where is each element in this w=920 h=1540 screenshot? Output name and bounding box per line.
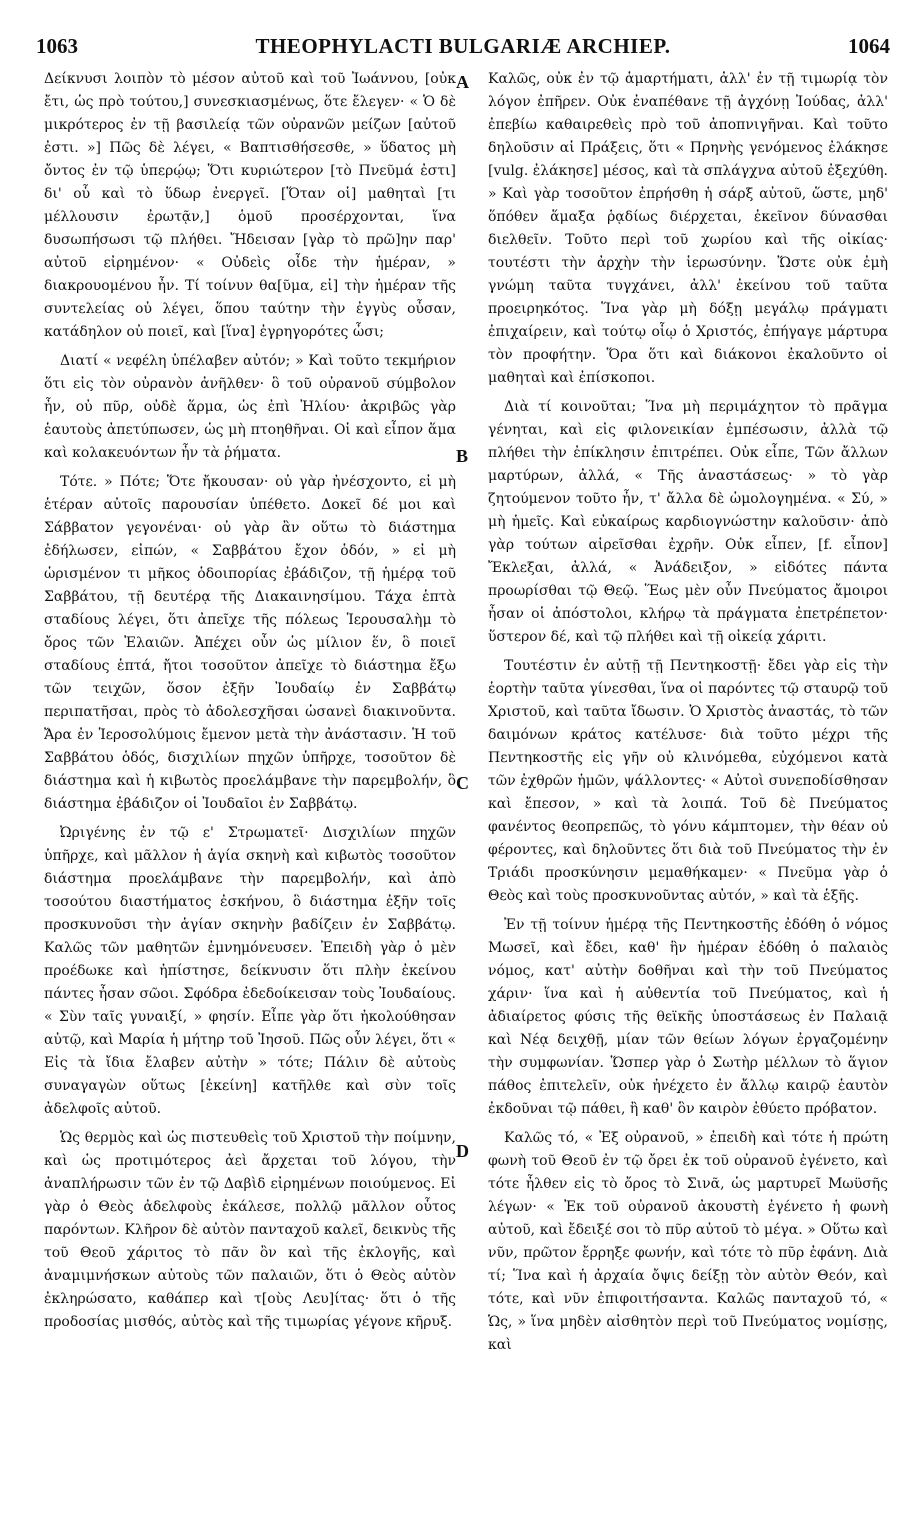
page-number-right: 1064: [848, 34, 890, 58]
left-paragraph-1: Δείκνυσι λοιπὸν τὸ μέσον αὐτοῦ καὶ τοῦ Ἰωάννου, [οὐκ ἔτι, ὡς πρὸ τούτου,] συνεσκιασμένως, ὅτε ἔλεγεν· « Ὁ δὲ μικρότερος ἐν τῇ βασιλείᾳ τῶν οὐρανῶν μείζων [αὐτοῦ ἐστι. »] Πῶς δὲ λέγει, « Βαπτισθήσεσθε, » ὕδατος μὴ ὄντος ἐν τῷ ὑπερῴῳ; Ὅτι κυριώτερον [τὸ Πνεῦμά ἐστι] δι' οὗ καὶ τὸ ὕδωρ ἐνεργεῖ. [Ὅταν οἱ] μαθηταὶ [τι μέλλουσιν ἐρωτᾷν,] ὁμοῦ προσέρχονται, ἵνα δυσωπήσωσι τῷ πλήθει. Ἤδεισαν [γὰρ τὸ πρῶ]ην παρ' αὐτοῦ εἰρημένον· « Οὐδεὶς οἶδε τὴν ἡμέραν, » διακρουομένου ἦν. Τί τοίνυν θα[ῦμα, εἰ] τὴν ἡμέραν τῆς συντελείας οὐ λέγει, ὅπου ταύτην τὴν ἐγγὺς οὖσαν, κατάδηλον οὐ ποιεῖ, καὶ [ἵνα] ἐγρηγορότες ὦσι;: [44, 71, 456, 340]
right-paragraph-4: Ἐν τῇ τοίνυν ἡμέρᾳ τῆς Πεντηκοστῆς ἐδόθη ὁ νόμος Μωσεῖ, καὶ ἔδει, καθ' ἣν ἡμέραν ἐδόθη ὁ παλαιὸς νόμος, κατ' αὐτὴν δοθῆναι καὶ τὴν τοῦ Πνεύματος χάριν· ἵνα καὶ ἡ αὐθεντία τοῦ Πνεύματος, καὶ ἡ ἀδιαίρετος φύσις τῆς θεϊκῆς ὑποστάσεως ἐν Παλαιᾷ καὶ Νέᾳ δειχθῇ, μίαν τῶν θείων λόγων ἐργαζομένην τὴν συμφωνίαν. Ὥσπερ γὰρ ὁ Σωτὴρ μέλλων τὸ ἅγιον πάθος ἐπιτελεῖν, οὐκ ἠνέχετο ἐν ἄλλῳ καιρῷ ἑαυτὸν ἐκδοῦναι τῷ πάθει, ἢ καθ' ὃν καιρὸν ἐθύετο πρόβατον.: [488, 917, 888, 1117]
right-paragraph-5: Καλῶς τό, « Ἐξ οὐρανοῦ, » ἐπειδὴ καὶ τότε ἡ πρώτη φωνὴ τοῦ Θεοῦ ἐν τῷ ὄρει ἐκ τοῦ οὐρανοῦ ἐγένετο, καὶ τότε ἦλθεν εἰς τὸ ὄρος τὸ Σινᾶ, ὡς μαρτυρεῖ Μωϋσῆς λέγων· « Ἐκ τοῦ οὐρανοῦ ἀκουστὴ ἐγένετο ἡ φωνὴ αὐτοῦ, καὶ ἔδειξέ σοι τὸ πῦρ αὐτοῦ τὸ μέγα. » Οὕτω καὶ νῦν, πρῶτον ἔρρηξε φωνήν, καὶ τότε τὸ πῦρ ἐφάνη. Διὰ τί; Ἵνα καὶ ἡ ἀρχαία ὄψις δείξῃ τὸν αὐτὸν Θεόν, καὶ τότε, καὶ νῦν ἐπιφοιτήσαντα. Καλῶς πανταχοῦ τό, « Ὡς, » ἵνα μηδὲν αἰσθητὸν περὶ τοῦ Πνεύματος νομίσῃς, καὶ: [488, 1130, 888, 1353]
left-paragraph-5: Ὡς θερμὸς καὶ ὡς πιστευθεὶς τοῦ Χριστοῦ τὴν ποίμνην, καὶ ὡς προτιμότερος ἀεὶ ἄρχεται τοῦ λόγου, τὴν ἀναπλήρωσιν τῶν ἐν τῷ Δαβὶδ εἰρημένων ποιούμενος. Εἰ γὰρ ὁ Θεὸς ἀδελφοὺς ἐκάλεσε, πολλῷ μᾶλλον οὗτος παρόντων. Κλῆρον δὲ αὐτὸν πανταχοῦ καλεῖ, δεικνὺς τῆς τοῦ Θεοῦ χάριτος τὸ πᾶν ὂν καὶ τῆς ἐκλογῆς, καὶ ἀναμιμνήσκων αὐτοὺς τῶν παλαιῶν, ὅτι ὁ Θεὸς αὐτὸν ἐκληρώσατο, καθάπερ καὶ τ[οὺς Λευ]ίτας· ὅτι ὁ τῆς προδοσίας μισθός, αὐτὸς καὶ τῆς τιμωρίας γέγονε κῆρυξ.: [44, 1130, 456, 1330]
margin-letter-d: D: [456, 1141, 469, 1161]
right-paragraph-3: Τουτέστιν ἐν αὐτῇ τῇ Πεντηκοστῇ· ἔδει γὰρ εἰς τὴν ἑορτὴν ταῦτα γίνεσθαι, ἵνα οἱ παρόντες τῷ σταυρῷ τοῦ Χριστοῦ, καὶ ταῦτα ἴδωσιν. Ὁ Χριστὸς ἀναστάς, τὸ τῶν δαιμόνων κράτος κατέλυσε· διὰ τοῦτο μέχρι τῆς Πεντηκοστῆς εἰς γῆν οὐ κλινόμεθα, εὐχόμενοι κατὰ τῶν ἐχθρῶν ἡμῶν, ψάλλοντες· « Αὐτοὶ συνεποδίσθησαν καὶ ἔπεσον, » καὶ τὰ λοιπά. Τοῦ δὲ Πνεύματος φανέντος θεοπρεπῶς, τὸ γόνυ κάμπτομεν, τὴν θέαν οὐ φέροντες, καὶ δηλοῦντες ὅτι διὰ τοῦ Πνεύματος τὴν ἐν Τριάδι προσκύνησιν μεμαθήκαμεν· « Πνεῦμα γὰρ ὁ Θεὸς καὶ τοὺς προσκυνοῦντας αὐτόν, » καὶ τὰ ἑξῆς.: [488, 658, 888, 904]
right-paragraph-1: Καλῶς, οὐκ ἐν τῷ ἁμαρτήματι, ἀλλ' ἐν τῇ τιμωρίᾳ τὸν λόγον ἐπῆρεν. Οὐκ ἐναπέθανε τῇ ἀγχόνῃ Ἰούδας, ἀλλ' ἐπεβίω καθαιρεθεὶς πρὸ τοῦ ἀποπνιγῆναι. Καὶ τοῦτο δηλοῦσιν αἱ Πράξεις, ὅτι « Πρηνὴς γενόμενος ἐλάκησε [vulg. ἐλάκησε] μέσος, καὶ τὰ σπλάγχνα αὐτοῦ ἐξεχύθη. » Καὶ γὰρ τοσοῦτον ἐπρήσθη ἡ σάρξ αὐτοῦ, ὥστε, μηδ' ὅπόθεν ἅμαξα ῥᾳδίως διέρχεται, ἐκεῖνον δύνασθαι διελθεῖν. Τοῦτο περὶ τοῦ χωρίου καὶ τῆς οἰκίας· τουτέστι τὴν ἀρχὴν τὴν ἱερωσύνην. Ὥστε οὐκ ἐμὴ γνώμη ταῦτα τυγχάνει, ἀλλ' ἐκείνου τοῦ ταῦτα προειρηκότος. Ἵνα γὰρ μὴ δόξῃ μεγάλῳ πράγματι ἐπιχαίρειν, καὶ τούτῳ οἷῳ ὁ Χριστός, ἐπήγαγε μάρτυρα τὸν προφήτην. Ὅρα ὅτι καὶ διάκονοι ἐκαλοῦντο οἱ μαθηταὶ καὶ ἐπίσκοποι.: [488, 71, 888, 386]
left-paragraph-3: Τότε. » Πότε; Ὅτε ἤκουσαν· οὐ γὰρ ἠνέσχοντο, εἰ μὴ ἑτέραν αὐτοῖς παρουσίαν ὑπέθετο. Δοκεῖ δέ μοι καὶ Σάββατον γεγονέναι· οὐ γὰρ ἂν οὕτω τὸ διάστημα ἐδήλωσεν, εἰπών, « Σαββάτου ἔχον ὁδόν, » εἰ μὴ ὡρισμένον τι μῆκος ὁδοιπορίας ἐβάδιζον, τῇ ἡμέρᾳ τοῦ Σαββάτου, τῇ δευτέρᾳ τῆς Διακαινησίμου. Τάχα ἑπτὰ σταδίους λέγει, ὅτι ἀπεῖχε τῆς πόλεως Ἱερουσαλὴμ τὸ ὄρος τῶν Ἐλαιῶν. Ἀπέχει οὖν ὡς μίλιον ἕν, ὃ ποιεῖ σταδίους ἑπτά, ἤτοι τοσοῦτον ἀπεῖχε τὸ διάστημα ἔξω τῶν τειχῶν, ὅσον ἐξῆν Ἰουδαίῳ ἐν Σαββάτῳ περιπατῆσαι, πρὸς τὸ ἀδολεσχῆσαι ὡσανεὶ διακινοῦντα. Ἄρα ἐν Ἱεροσολύμοις ἔμενον μετὰ τὴν ἀνάστασιν. Ἡ τοῦ Σαββάτου ὁδός, δισχιλίων πηχῶν ὑπῆρχε, τοσοῦτον δὲ διάστημα καὶ ἡ κιβωτὸς προελάμβανε τὴν παρεμβολήν, ὃ διάστημα ἐβάδιζον οἱ Ἰουδαῖοι ἐν Σαββάτῳ.: [44, 474, 456, 812]
margin-letter-a: A: [456, 72, 469, 92]
right-column: [488, 68, 888, 1363]
running-title: THEOPHYLACTI BULGARIÆ ARCHIEP.: [255, 34, 671, 58]
page-number-left: 1063: [36, 34, 78, 58]
margin-letter-c: C: [456, 773, 469, 793]
left-column: [44, 68, 456, 1340]
margin-letter-b: B: [456, 446, 469, 466]
page-header: [36, 34, 890, 64]
left-paragraph-2: Διατί « νεφέλη ὑπέλαβεν αὐτόν; » Καὶ τοῦτο τεκμήριον ὅτι εἰς τὸν οὐρανὸν ἀνῆλθεν· ὃ τοῦ οὐρανοῦ σύμβολον ἦν, οὐ πῦρ, οὐδὲ ἅρμα, ὡς ἐπὶ Ἠλίου· ἀκριβῶς γὰρ ἑαυτοὺς ἀπετύπωσεν, ὡς μὴ πτοηθῆναι. Οἱ καὶ εἶπον ἅμα καὶ κολακευόντων ἦν τὰ ῥήματα.: [44, 353, 456, 461]
left-paragraph-4: Ὠριγένης ἐν τῷ ε' Στρωματεῖ· Δισχιλίων πηχῶν ὑπῆρχε, καὶ μᾶλλον ἡ ἁγία σκηνὴ καὶ κιβωτὸς τοσοῦτον διάστημα προελάμβανε τὴν παρεμβολήν, καὶ ἀπὸ τοσούτου διαστήματος ἐσκήνου, ὃ διάστημα ἐξῆν τοῖς προσκυνοῦσι τὴν ἁγίαν σκηνὴν βαδίζειν ἐν Σαββάτῳ. Καλῶς τῶν μαθητῶν ἐμνημόνευσεν. Ἐπειδὴ γὰρ ὁ μὲν προέδωκε καὶ ἠπίστησε, δείκνυσιν ὅτι πλὴν ἐκείνου πάντες ἦσαν σῶοι. Σφόδρα ἐδεδοίκεισαν τοὺς Ἰουδαίους. « Σὺν ταῖς γυναιξί, » φησίν. Εἶπε γὰρ ὅτι ἠκολούθησαν αὐτῷ, καὶ Μαρία ἡ μήτηρ τοῦ Ἰησοῦ. Πῶς οὖν λέγει, ὅτι « Εἰς τὰ ἴδια ἔλαβεν αὐτὴν » τότε; Πάλιν δὲ αὐτοὺς συναγαγὼν οὕτως [ἐκείνη] κατῆλθε καὶ σὺν τοῖς ἀδελφοῖς αὐτοῦ.: [44, 825, 456, 1117]
right-paragraph-2: Διὰ τί κοινοῦται; Ἵνα μὴ περιμάχητον τὸ πρᾶγμα γένηται, καὶ εἰς φιλονεικίαν ἐμπέσωσιν, ἀλλὰ τῷ πλήθει τὴν ἐπίκλησιν ἐπιτρέπει. Οὐκ εἶπε, Τῶν ἄλλων μαρτύρων, ἀλλά, « Τῆς ἀναστάσεως· » τὸ γὰρ ζητούμενον τοῦτο ἦν, τ' ἄλλα δὲ ὡμολογημένα. « Σύ, » μὴ ἡμεῖς. Καὶ εὐκαίρως καρδιογνώστην καλοῦσιν· ἀπὸ γὰρ τούτων αἱρεῖσθαι ἐχρῆν. Οὐκ εἶπεν, [f. εἶπον] Ἔκλεξαι, ἀλλά, « Ἀνάδειξον, » εἰδότες πάντα προωρίσθαι τῷ Θεῷ. Ἕως μὲν οὖν Πνεύματος ἄμοιροι ἦσαν οἱ ἀπόστολοι, κλήρῳ τὰ πράγματα ἐπετρέπετον· ὕστερον δέ, καὶ τῷ πλήθει καὶ τῇ οἰκείᾳ χάριτι.: [488, 399, 888, 645]
